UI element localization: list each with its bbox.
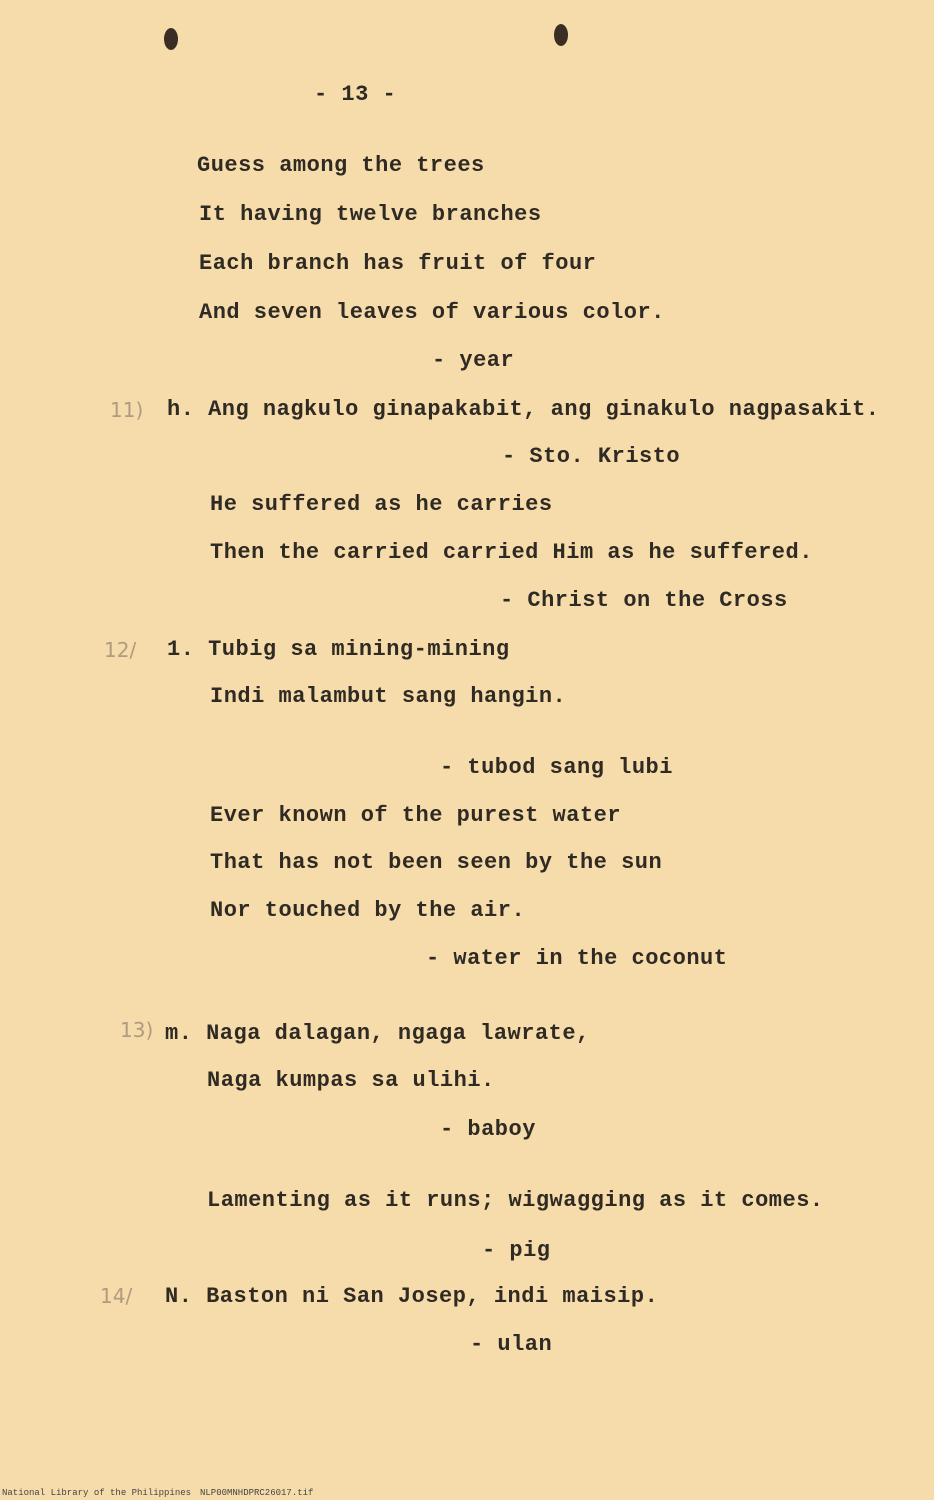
answer-line: - pig	[482, 1238, 551, 1263]
answer-line: - tubod sang lubi	[440, 755, 673, 780]
answer-line: - water in the coconut	[426, 946, 728, 971]
answer-line: - baboy	[440, 1117, 536, 1142]
margin-note: 13)	[120, 1018, 154, 1042]
text-line: Then the carried carried Him as he suffered.	[210, 540, 813, 565]
footer-library: National Library of the Philippines	[2, 1488, 192, 1498]
text-line: Each branch has fruit of four	[199, 251, 597, 276]
answer-line: - Sto. Kristo	[502, 444, 681, 469]
text-line: That has not been seen by the sun	[210, 850, 663, 875]
text-line: Guess among the trees	[197, 153, 485, 178]
answer-line: - year	[432, 348, 515, 373]
margin-note: 12/	[104, 638, 137, 662]
text-line: He suffered as he carries	[210, 492, 553, 517]
text-line: Lamenting as it runs; wigwagging as it comes.	[207, 1188, 824, 1213]
text-line: Naga kumpas sa ulihi.	[207, 1068, 495, 1093]
text-line: Indi malambut sang hangin.	[210, 684, 567, 709]
text-line: And seven leaves of various color.	[199, 300, 665, 325]
text-line: It having twelve branches	[199, 202, 542, 227]
answer-line: - Christ on the Cross	[500, 588, 788, 613]
text-line: Ever known of the purest water	[210, 803, 622, 828]
page-number: - 13 -	[314, 82, 397, 107]
footer-filename: NLP00MNHDPRC26017.tif	[200, 1488, 314, 1498]
answer-line: - ulan	[470, 1332, 553, 1357]
riddle-line: m. Naga dalagan, ngaga lawrate,	[165, 1021, 590, 1046]
punch-hole-right	[554, 24, 568, 46]
riddle-line: h. Ang nagkulo ginapakabit, ang ginakulo nagpasakit.	[167, 397, 880, 422]
riddle-line: N. Baston ni San Josep, indi maisip.	[165, 1284, 659, 1309]
text-line: Nor touched by the air.	[210, 898, 526, 923]
margin-note: 14/	[100, 1284, 133, 1308]
punch-hole-left	[164, 28, 178, 50]
margin-note: 11)	[110, 398, 144, 422]
riddle-line: 1. Tubig sa mining-mining	[167, 637, 510, 662]
